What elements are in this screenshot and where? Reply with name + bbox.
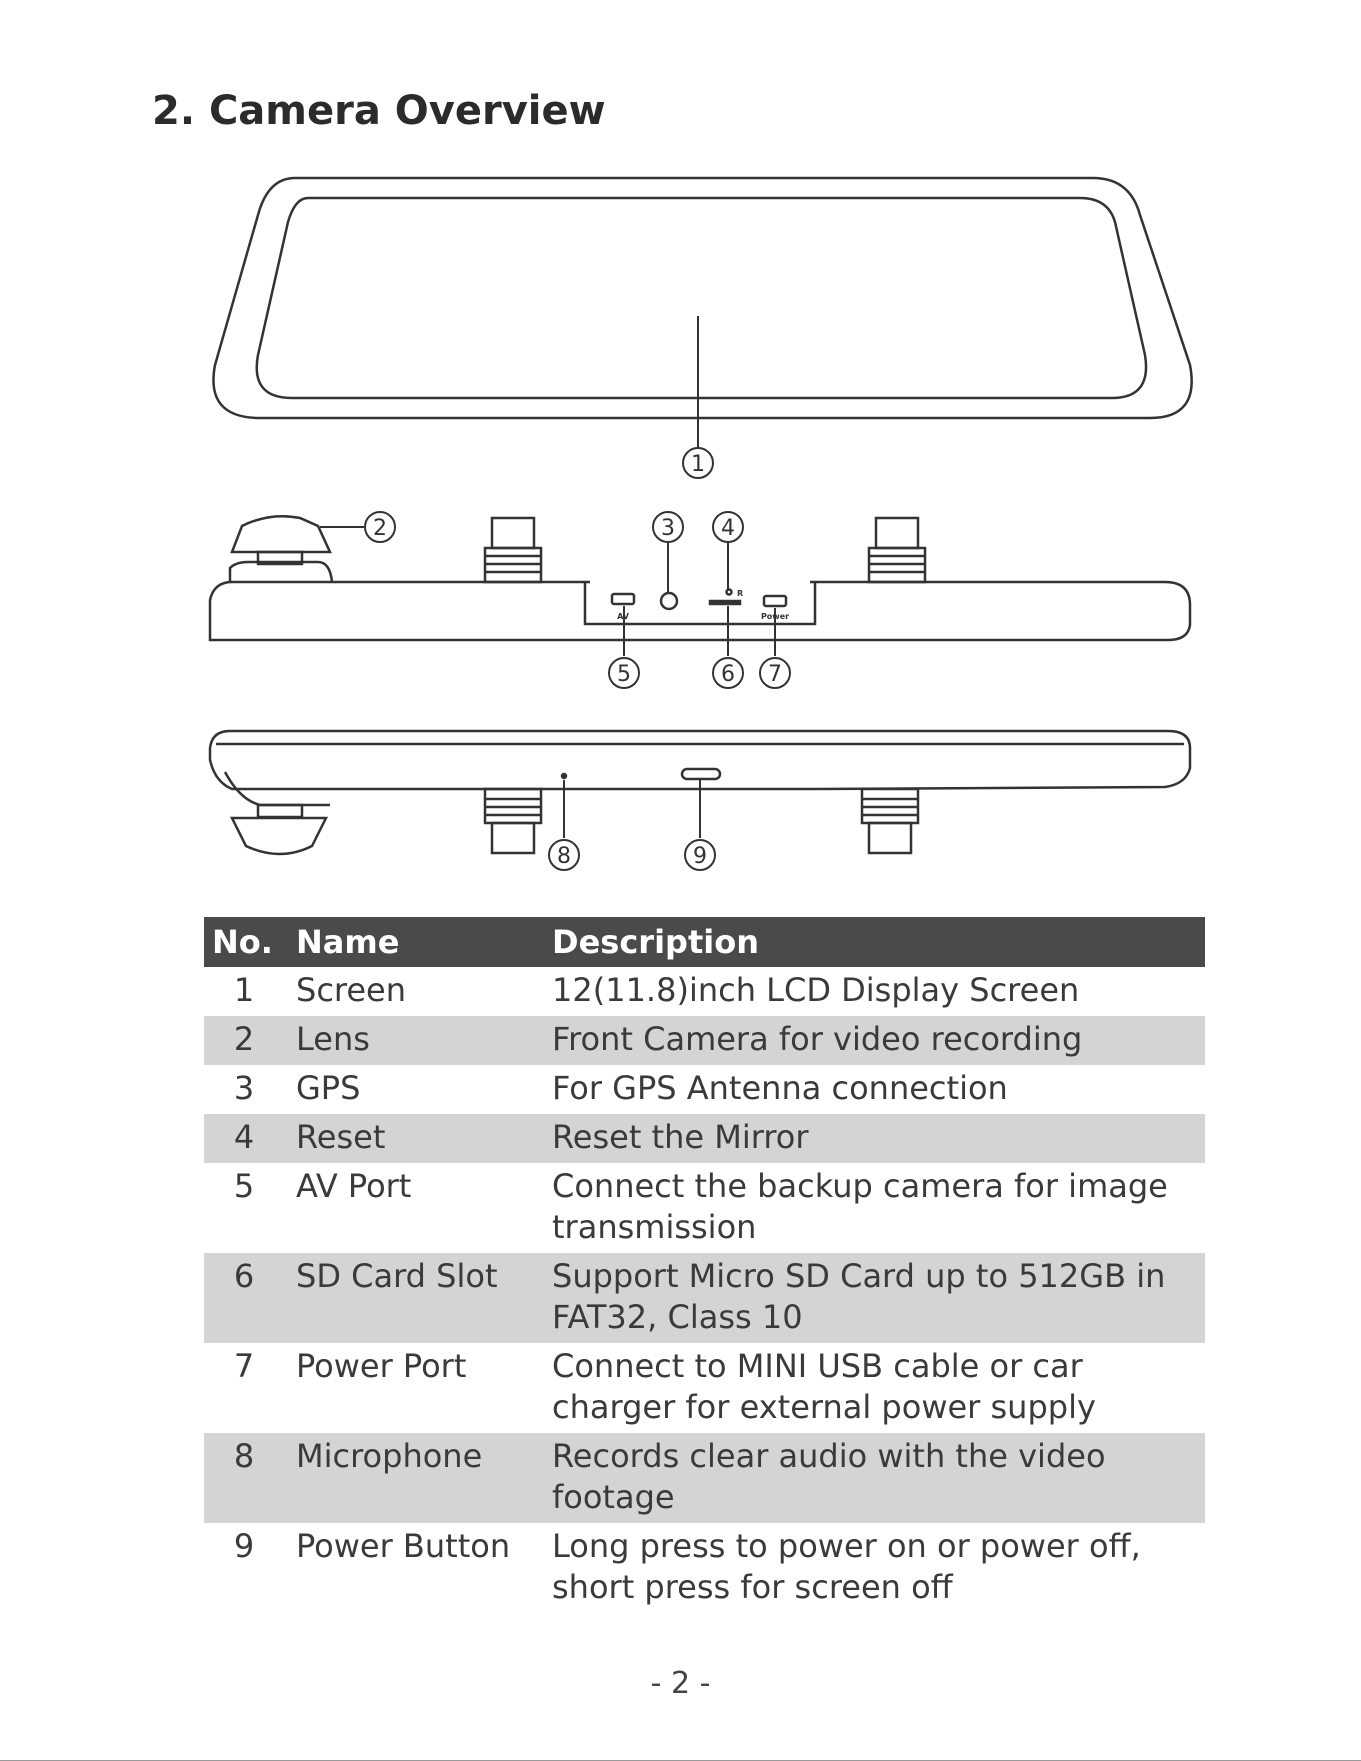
callout-6	[713, 658, 743, 688]
row-name: Microphone	[288, 1433, 544, 1523]
callout-5	[609, 658, 639, 688]
reset-label: R	[737, 589, 744, 598]
power-port-icon	[764, 596, 786, 606]
row-name: Screen	[296, 971, 407, 1009]
row-name: GPS	[296, 1069, 361, 1107]
mount-right-bottom	[862, 789, 918, 853]
row-number: 9	[233, 1527, 255, 1565]
row-description: Connect to MINI USB cable or car charger for external power supply	[552, 1347, 1096, 1426]
row-number: 1	[233, 971, 255, 1009]
mount-left	[485, 518, 541, 582]
svg-text:1: 1	[691, 452, 705, 477]
callout-2	[365, 512, 395, 542]
row-description: Connect the backup camera for image transmission	[552, 1167, 1168, 1246]
table-row	[204, 1523, 1205, 1613]
svg-text:5: 5	[617, 662, 631, 687]
header-name: Name	[288, 917, 544, 967]
row-name: Power Port	[296, 1347, 467, 1385]
row-description: Long press to power on or power off, short press for screen off	[552, 1527, 1141, 1606]
svg-text:4: 4	[721, 516, 735, 541]
row-name: Reset	[288, 1114, 544, 1163]
table-row	[204, 1016, 1205, 1065]
reset-hole-icon	[727, 590, 732, 595]
row-number: 4	[204, 1114, 288, 1163]
mount-right	[869, 518, 925, 582]
row-description: Support Micro SD Card up to 512GB in FAT32, Class 10	[544, 1253, 1205, 1343]
row-description: Front Camera for video recording	[544, 1016, 1205, 1065]
callout-8	[549, 840, 579, 870]
svg-text:6: 6	[721, 662, 735, 687]
table-row	[204, 1253, 1205, 1343]
av-port-icon	[612, 594, 634, 604]
svg-text:9: 9	[693, 844, 707, 869]
callout-3	[653, 512, 683, 542]
mirror-front-view	[213, 178, 1191, 418]
callout-9	[685, 840, 715, 870]
sd-slot-icon	[710, 601, 740, 604]
gps-port-icon	[661, 593, 677, 609]
table-row	[204, 967, 1205, 1016]
mount-left-bottom	[485, 789, 541, 853]
svg-text:7: 7	[768, 662, 782, 687]
callout-1	[683, 448, 713, 478]
row-number: 6	[204, 1253, 288, 1343]
table-row	[204, 1433, 1205, 1523]
row-name: Power Button	[296, 1527, 511, 1565]
row-number: 8	[204, 1433, 288, 1523]
table-row	[204, 1114, 1205, 1163]
microphone-hole-icon	[562, 774, 566, 778]
table-row	[204, 1343, 1205, 1433]
camera-diagram	[0, 0, 1361, 880]
callout-7	[760, 658, 790, 688]
header-no: No.	[204, 917, 288, 967]
power-button-icon	[682, 769, 720, 779]
mirror-top-view	[210, 516, 1190, 640]
row-description: For GPS Antenna connection	[552, 1069, 1008, 1107]
table-header	[204, 917, 1205, 967]
row-description: Records clear audio with the video footage	[544, 1433, 1205, 1523]
row-description: 12(11.8)inch LCD Display Screen	[552, 971, 1080, 1009]
av-label: AV	[617, 612, 629, 621]
page-title: 2. Camera Overview	[152, 88, 606, 134]
spec-table	[204, 917, 1205, 1613]
header-description: Description	[544, 917, 1205, 967]
row-number: 5	[233, 1167, 255, 1205]
svg-text:2: 2	[373, 516, 387, 541]
row-number: 3	[233, 1069, 255, 1107]
svg-text:3: 3	[661, 516, 675, 541]
svg-text:8: 8	[557, 844, 571, 869]
row-description: Reset the Mirror	[544, 1114, 1205, 1163]
row-name: Lens	[288, 1016, 544, 1065]
row-name: SD Card Slot	[288, 1253, 544, 1343]
power-label: Power	[760, 612, 790, 621]
table-row	[204, 1065, 1205, 1114]
table-row	[204, 1163, 1205, 1253]
row-name: AV Port	[296, 1167, 412, 1205]
callout-4	[713, 512, 743, 542]
row-number: 7	[233, 1347, 255, 1385]
page-number: - 2 -	[650, 1666, 711, 1701]
row-number: 2	[204, 1016, 288, 1065]
